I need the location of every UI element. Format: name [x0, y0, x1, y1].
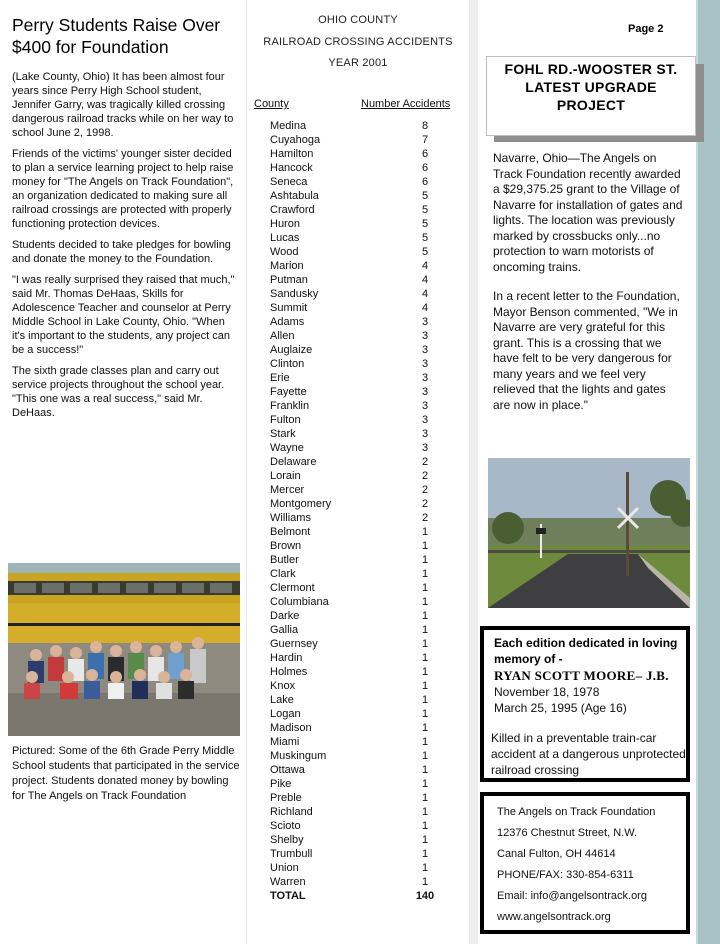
page-number: Page 2 [628, 23, 664, 35]
table-row [270, 245, 440, 259]
county-name: Columbiana [270, 596, 329, 608]
accident-count: 1 [421, 862, 429, 874]
accident-count: 5 [421, 218, 429, 230]
table-row [270, 567, 440, 581]
county-name: Clinton [270, 358, 305, 370]
accident-count: 1 [421, 582, 429, 594]
accident-count: 1 [421, 764, 429, 776]
county-name: Union [270, 862, 299, 874]
photo-sky-strip [8, 563, 240, 573]
table-row [270, 147, 440, 161]
project-title-line3: PROJECT [556, 97, 626, 113]
county-name: Gallia [270, 624, 299, 636]
accident-count: 1 [421, 708, 429, 720]
project-title [486, 60, 696, 114]
table-row [270, 231, 440, 245]
contact-email[interactable]: Email: info@angelsontrack.org [497, 890, 647, 902]
accident-count: 3 [421, 428, 429, 440]
table-row [270, 721, 440, 735]
table-row [270, 133, 440, 147]
article-paragraph: Friends of the victims' younger sister decided to plan a service learning project to help raise money for "The Angels on Track Foundation", an organization dedicated to making sure all railroad crossings are protected with properly functioning protection devices. [12, 148, 234, 230]
table-row [270, 805, 440, 819]
county-name: Marion [270, 260, 304, 272]
accident-count: 6 [421, 162, 429, 174]
table-row [270, 441, 440, 455]
accident-count: 1 [421, 876, 429, 888]
county-name: Madison [270, 722, 312, 734]
contact-city: Canal Fulton, OH 44614 [497, 848, 616, 860]
table-row [270, 623, 440, 637]
county-name: Hamilton [270, 148, 314, 160]
table-row [270, 525, 440, 539]
table-row [270, 777, 440, 791]
students-photo [8, 573, 240, 736]
accident-count: 7 [421, 134, 429, 146]
table-row [270, 315, 440, 329]
accident-count: 2 [421, 484, 429, 496]
accident-count: 3 [421, 414, 429, 426]
table-row [270, 301, 440, 315]
county-name: Erie [270, 372, 290, 384]
article-body [12, 70, 240, 427]
county-name: Allen [270, 330, 295, 342]
table-row [270, 469, 440, 483]
accident-count: 4 [421, 302, 429, 314]
accident-count: 3 [421, 442, 429, 454]
table-row [270, 651, 440, 665]
accident-count: 1 [421, 554, 429, 566]
students-photo-illustration [8, 573, 240, 736]
county-name: Delaware [270, 456, 317, 468]
table-row [270, 735, 440, 749]
county-name: Medina [270, 120, 307, 132]
county-name: Ashtabula [270, 190, 319, 202]
table-row [270, 343, 440, 357]
county-name: Richland [270, 806, 313, 818]
table-row [270, 833, 440, 847]
accident-count: 5 [421, 190, 429, 202]
county-name: Scioto [270, 820, 301, 832]
county-name: Seneca [270, 176, 308, 188]
memorial-box [480, 626, 690, 782]
county-name: Lorain [270, 470, 301, 482]
project-article [493, 151, 683, 427]
table-row [270, 637, 440, 651]
county-name: Adams [270, 316, 305, 328]
accident-count: 3 [421, 372, 429, 384]
accident-count: 5 [421, 204, 429, 216]
memorial-name: RYAN SCOTT MOORE– J.B. [494, 668, 669, 683]
table-row [270, 203, 440, 217]
table-row [270, 707, 440, 721]
county-name: Montgomery [270, 498, 332, 510]
table-row [270, 357, 440, 371]
table-row [270, 175, 440, 189]
memorial-note: Killed in a preventable train-car accident at a dangerous unprotected railroad crossing [491, 731, 686, 777]
table-row [270, 455, 440, 469]
column-header-county: County [254, 98, 289, 110]
county-name: Butler [270, 554, 299, 566]
contact-street: 12376 Chestnut Street, N.W. [497, 827, 638, 839]
accident-count: 6 [421, 148, 429, 160]
county-name: Crawford [270, 204, 315, 216]
accident-count: 1 [421, 652, 429, 664]
county-name: Muskingum [270, 750, 327, 762]
total-value: 140 [415, 890, 435, 902]
accident-count: 1 [421, 540, 429, 552]
article-paragraph: (Lake County, Ohio) It has been almost four years since Perry High School student, Jennifer Garry, was tragically killed crossing dangerous railroad tracks while on her way to school June 2, 1998. [12, 71, 234, 139]
county-name: Mercer [270, 484, 305, 496]
accident-count: 1 [421, 722, 429, 734]
accident-count: 3 [421, 330, 429, 342]
accident-count: 1 [421, 526, 429, 538]
table-row [270, 399, 440, 413]
county-name: Clermont [270, 582, 315, 594]
county-name: Lucas [270, 232, 300, 244]
county-name: Warren [270, 876, 306, 888]
county-name: Miami [270, 736, 300, 748]
accident-count: 3 [421, 358, 429, 370]
county-name: Guernsey [270, 638, 318, 650]
county-name: Ottawa [270, 764, 305, 776]
table-row [270, 511, 440, 525]
table-total-row [270, 889, 440, 903]
memorial-died: March 25, 1995 (Age 16) [494, 701, 627, 715]
table-row [270, 497, 440, 511]
table-row [270, 749, 440, 763]
table-row [270, 679, 440, 693]
accident-count: 2 [421, 456, 429, 468]
table-row [270, 217, 440, 231]
table-row [270, 665, 440, 679]
accident-count: 2 [421, 470, 429, 482]
county-name: Summit [270, 302, 308, 314]
accident-count: 1 [421, 750, 429, 762]
table-row [270, 763, 440, 777]
contact-box [480, 792, 690, 934]
table-row [270, 287, 440, 301]
county-name: Cuyahoga [270, 134, 321, 146]
county-name: Pike [270, 778, 292, 790]
county-name: Fayette [270, 386, 307, 398]
project-title-line2: LATEST UPGRADE [525, 79, 657, 95]
accident-count: 4 [421, 274, 429, 286]
accident-count: 1 [421, 568, 429, 580]
county-name: Belmont [270, 526, 311, 538]
memorial-born: November 18, 1978 [494, 685, 600, 699]
accident-count: 1 [421, 624, 429, 636]
county-name: Darke [270, 610, 300, 622]
accident-count: 1 [421, 848, 429, 860]
table-row [270, 819, 440, 833]
table-title-line2: RAILROAD CROSSING ACCIDENTS [263, 36, 453, 48]
county-name: Fulton [270, 414, 301, 426]
county-name: Hancock [270, 162, 313, 174]
county-name: Trumbull [270, 848, 313, 860]
contact-website[interactable]: www.angelsontrack.org [497, 911, 611, 923]
accident-count: 3 [421, 386, 429, 398]
table-row [270, 693, 440, 707]
table-row [270, 847, 440, 861]
table-title-line3: YEAR 2001 [328, 57, 388, 69]
accident-count: 1 [421, 778, 429, 790]
county-name: Wayne [270, 442, 304, 454]
article-paragraph: "I was really surprised they raised that much," said Mr. Thomas DeHaas, Skills for Adolescence Teacher and counselor at Perry Middle School in Lake County, Ohio. "When it's important to the students, any project can be a success!" [12, 274, 235, 356]
project-paragraph: Navarre, Ohio—The Angels on Track Foundation recently awarded a $29,375.25 grant to the Village of Navarre for installation of gates and lights. The location was previously marked by crossbucks only...no protection to warn motorists of oncoming trains. [493, 151, 683, 274]
accident-table-rows [270, 119, 440, 903]
column-shadow [470, 0, 478, 944]
table-row [270, 371, 440, 385]
memorial-dedication: Each edition dedicated in loving memory of - [494, 636, 678, 666]
accident-count: 1 [421, 736, 429, 748]
accident-count: 1 [421, 610, 429, 622]
accident-count: 1 [421, 792, 429, 804]
table-row [270, 595, 440, 609]
article-paragraph: The sixth grade classes plan and carry out service projects throughout the school year. "This one was a real success," said Mr. DeHaas. [12, 365, 225, 419]
county-name: Lake [270, 694, 294, 706]
table-row [270, 161, 440, 175]
railroad-crossing-illustration [488, 458, 690, 608]
county-name: Clark [270, 568, 296, 580]
accident-count: 5 [421, 246, 429, 258]
table-row [270, 329, 440, 343]
accident-count: 1 [421, 666, 429, 678]
table-row [270, 539, 440, 553]
table-row [270, 861, 440, 875]
table-row [270, 385, 440, 399]
accident-count: 1 [421, 806, 429, 818]
total-label: TOTAL [270, 890, 306, 902]
project-title-line1: FOHL RD.-WOOSTER ST. [504, 61, 678, 77]
county-name: Hardin [270, 652, 303, 664]
project-paragraph: In a recent letter to the Foundation, Mayor Benson commented, "We in Navarre are very grateful for this grant. This is a crossing that we have felt to be very dangerous for many years and we feel very relieved that the lights and gates are now in place." [493, 289, 680, 412]
county-name: Holmes [270, 666, 308, 678]
county-name: Auglaize [270, 344, 313, 356]
article-paragraph: Students decided to take pledges for bowling and donate the money to the Foundation. [12, 239, 231, 265]
table-row [270, 259, 440, 273]
accident-count: 8 [421, 120, 429, 132]
railroad-crossing-photo [488, 458, 690, 608]
accident-count: 1 [421, 834, 429, 846]
table-row [270, 791, 440, 805]
county-name: Preble [270, 792, 302, 804]
accident-count: 1 [421, 680, 429, 692]
county-name: Logan [270, 708, 301, 720]
county-name: Franklin [270, 400, 310, 412]
accident-count: 4 [421, 288, 429, 300]
accident-count: 1 [421, 820, 429, 832]
county-name: Wood [270, 246, 299, 258]
accident-count: 3 [421, 316, 429, 328]
table-row [270, 427, 440, 441]
accident-count: 4 [421, 260, 429, 272]
county-name: Williams [270, 512, 311, 524]
contact-org: The Angels on Track Foundation [497, 806, 656, 818]
table-row [270, 273, 440, 287]
contact-phone: PHONE/FAX: 330-854-6311 [497, 869, 634, 881]
accident-count: 2 [421, 498, 429, 510]
table-row [270, 189, 440, 203]
accident-count: 1 [421, 596, 429, 608]
county-name: Brown [270, 540, 302, 552]
table-title-line1: OHIO COUNTY [318, 14, 398, 26]
county-name: Huron [270, 218, 300, 230]
accident-count: 3 [421, 400, 429, 412]
table-row [270, 581, 440, 595]
table-row [270, 119, 440, 133]
accident-count: 1 [421, 694, 429, 706]
table-row [270, 413, 440, 427]
accident-count: 3 [421, 344, 429, 356]
accident-count: 2 [421, 512, 429, 524]
accident-count: 1 [421, 638, 429, 650]
table-row [270, 875, 440, 889]
county-name: Shelby [270, 834, 304, 846]
county-name: Knox [270, 680, 296, 692]
memorial-dates [494, 684, 627, 716]
county-name: Sandusky [270, 288, 319, 300]
county-name: Putman [270, 274, 308, 286]
table-row [270, 483, 440, 497]
article-headline: Perry Students Raise Over $400 for Foundation [12, 15, 221, 57]
column-header-number: Number Accidents [361, 98, 451, 110]
accident-count: 6 [421, 176, 429, 188]
table-row [270, 553, 440, 567]
county-name: Stark [270, 428, 296, 440]
table-row [270, 609, 440, 623]
accident-count: 5 [421, 232, 429, 244]
photo-caption: Pictured: Some of the 6th Grade Perry Middle School students that participated in the service project. Students donated money by bowling for The Angels on Track Foundation [12, 745, 240, 802]
